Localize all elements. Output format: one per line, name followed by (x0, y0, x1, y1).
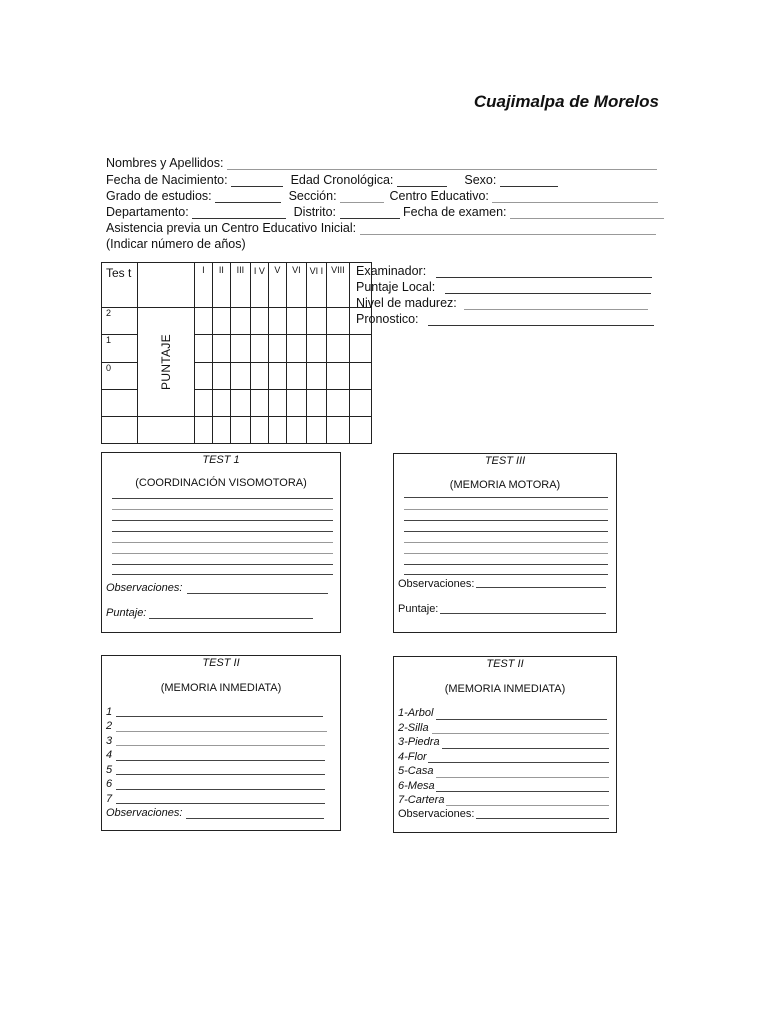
field-fecha-examen[interactable] (510, 207, 664, 219)
label-puntaje-local: Puntaje Local: (356, 280, 436, 294)
test2-right-title: TEST II (486, 658, 524, 670)
score-table (101, 262, 372, 444)
label-indicar: (Indicar número de años) (106, 237, 246, 251)
list-item: 7-Cartera (398, 794, 445, 806)
col-header: VI I (306, 263, 326, 308)
field-edad[interactable] (397, 175, 447, 187)
test1-box (101, 452, 341, 633)
row-label (102, 389, 138, 416)
label-asistencia: Asistencia previa un Centro Educativo Inicial: (106, 221, 357, 235)
field-sexo[interactable] (500, 175, 558, 187)
test3-observaciones-label: Observaciones: (398, 578, 475, 590)
row-fecha-nacimiento (106, 174, 558, 187)
list-item: 1-Arbol (398, 707, 434, 719)
test3-puntaje-label: Puntaje: (398, 603, 439, 615)
puntaje-cell (138, 308, 195, 417)
row-label (102, 417, 138, 444)
test3-observaciones-field[interactable] (476, 587, 606, 588)
test2-left-subtitle: (MEMORIA INMEDIATA) (160, 682, 282, 694)
row-label: 0 (102, 362, 138, 389)
label-pronostico: Pronostico: (356, 312, 419, 326)
field-pronostico[interactable] (428, 314, 654, 326)
list-item: 4-Flor (398, 751, 427, 763)
test3-puntaje-field[interactable] (440, 613, 606, 614)
col-header: V (268, 263, 286, 308)
row-nombres (106, 157, 657, 170)
label-distrito: Distrito: (293, 205, 337, 219)
row-indicar (106, 238, 246, 251)
label-fecha-examen: Fecha de examen: (403, 205, 507, 219)
puntaje-label: PUNTAJE (158, 334, 173, 390)
test1-puntaje-field[interactable] (149, 618, 313, 619)
list-item: 4 (106, 749, 113, 761)
test1-observaciones-field[interactable] (187, 593, 328, 594)
list-item: 3 (106, 735, 113, 747)
col-header: I (194, 263, 212, 308)
table-header-test: Tes t (102, 263, 138, 308)
field-seccion[interactable] (340, 191, 384, 203)
test2-left-title: TEST II (202, 657, 240, 669)
label-fecha-nacimiento: Fecha de Nacimiento: (106, 173, 228, 187)
field-puntaje-local[interactable] (445, 282, 651, 294)
col-header: III (230, 263, 250, 308)
test2-left-observaciones-field[interactable] (186, 818, 324, 819)
test2-left-observaciones-label: Observaciones: (106, 807, 183, 819)
page-title: Cuajimalpa de Morelos (473, 92, 659, 111)
field-examinador[interactable] (436, 266, 652, 278)
list-item: 2 (106, 720, 113, 732)
test3-subtitle: (MEMORIA MOTORA) (449, 479, 561, 491)
list-item: 5-Casa (398, 765, 434, 777)
test2-right-observaciones-field[interactable] (476, 818, 609, 819)
list-item: 6 (106, 778, 113, 790)
list-item: 6-Mesa (398, 780, 435, 792)
col-header: II (212, 263, 230, 308)
test3-title: TEST III (484, 455, 526, 467)
col-header: VI (286, 263, 306, 308)
list-item: 1 (106, 706, 113, 718)
label-seccion: Sección: (288, 189, 337, 203)
test1-title: TEST 1 (202, 454, 240, 466)
label-nivel: Nivel de madurez: (356, 296, 457, 310)
label-departamento: Departamento: (106, 205, 189, 219)
label-nombres: Nombres y Apellidos: (106, 156, 224, 170)
field-distrito[interactable] (340, 207, 400, 219)
label-grado: Grado de estudios: (106, 189, 212, 203)
test2-right-observaciones-label: Observaciones: (398, 808, 475, 820)
field-fecha-nacimiento[interactable] (231, 175, 283, 187)
label-centro: Centro Educativo: (389, 189, 489, 203)
label-sexo: Sexo: (464, 173, 497, 187)
test1-subtitle: (COORDINACIÓN VISOMOTORA) (135, 477, 307, 489)
row-asistencia (106, 222, 656, 235)
row-label: 2 (102, 308, 138, 335)
test1-observaciones-label: Observaciones: (106, 582, 183, 594)
test2-left-box (101, 655, 341, 831)
row-pronostico (356, 313, 654, 326)
row-nivel (356, 297, 648, 310)
row-examinador (356, 265, 652, 278)
col-header: VIII (326, 263, 349, 308)
list-item: 3-Piedra (398, 736, 440, 748)
field-centro[interactable] (492, 191, 658, 203)
label-edad: Edad Cronológica: (290, 173, 394, 187)
label-examinador: Examinador: (356, 264, 427, 278)
field-departamento[interactable] (192, 207, 286, 219)
row-grado (106, 190, 658, 203)
list-item: 5 (106, 764, 113, 776)
row-label: 1 (102, 335, 138, 362)
row-puntaje-local (356, 281, 651, 294)
field-asistencia[interactable] (360, 223, 656, 235)
field-nombres[interactable] (227, 158, 657, 170)
test2-right-subtitle: (MEMORIA INMEDIATA) (444, 683, 566, 695)
list-item: 2-Silla (398, 722, 429, 734)
field-grado[interactable] (215, 191, 281, 203)
list-item: 7 (106, 793, 113, 805)
test2-right-box (393, 656, 617, 833)
test1-puntaje-label: Puntaje: (106, 607, 147, 619)
row-departamento (106, 206, 664, 219)
field-nivel[interactable] (464, 298, 648, 310)
col-header: I V (250, 263, 268, 308)
test3-box (393, 453, 617, 633)
